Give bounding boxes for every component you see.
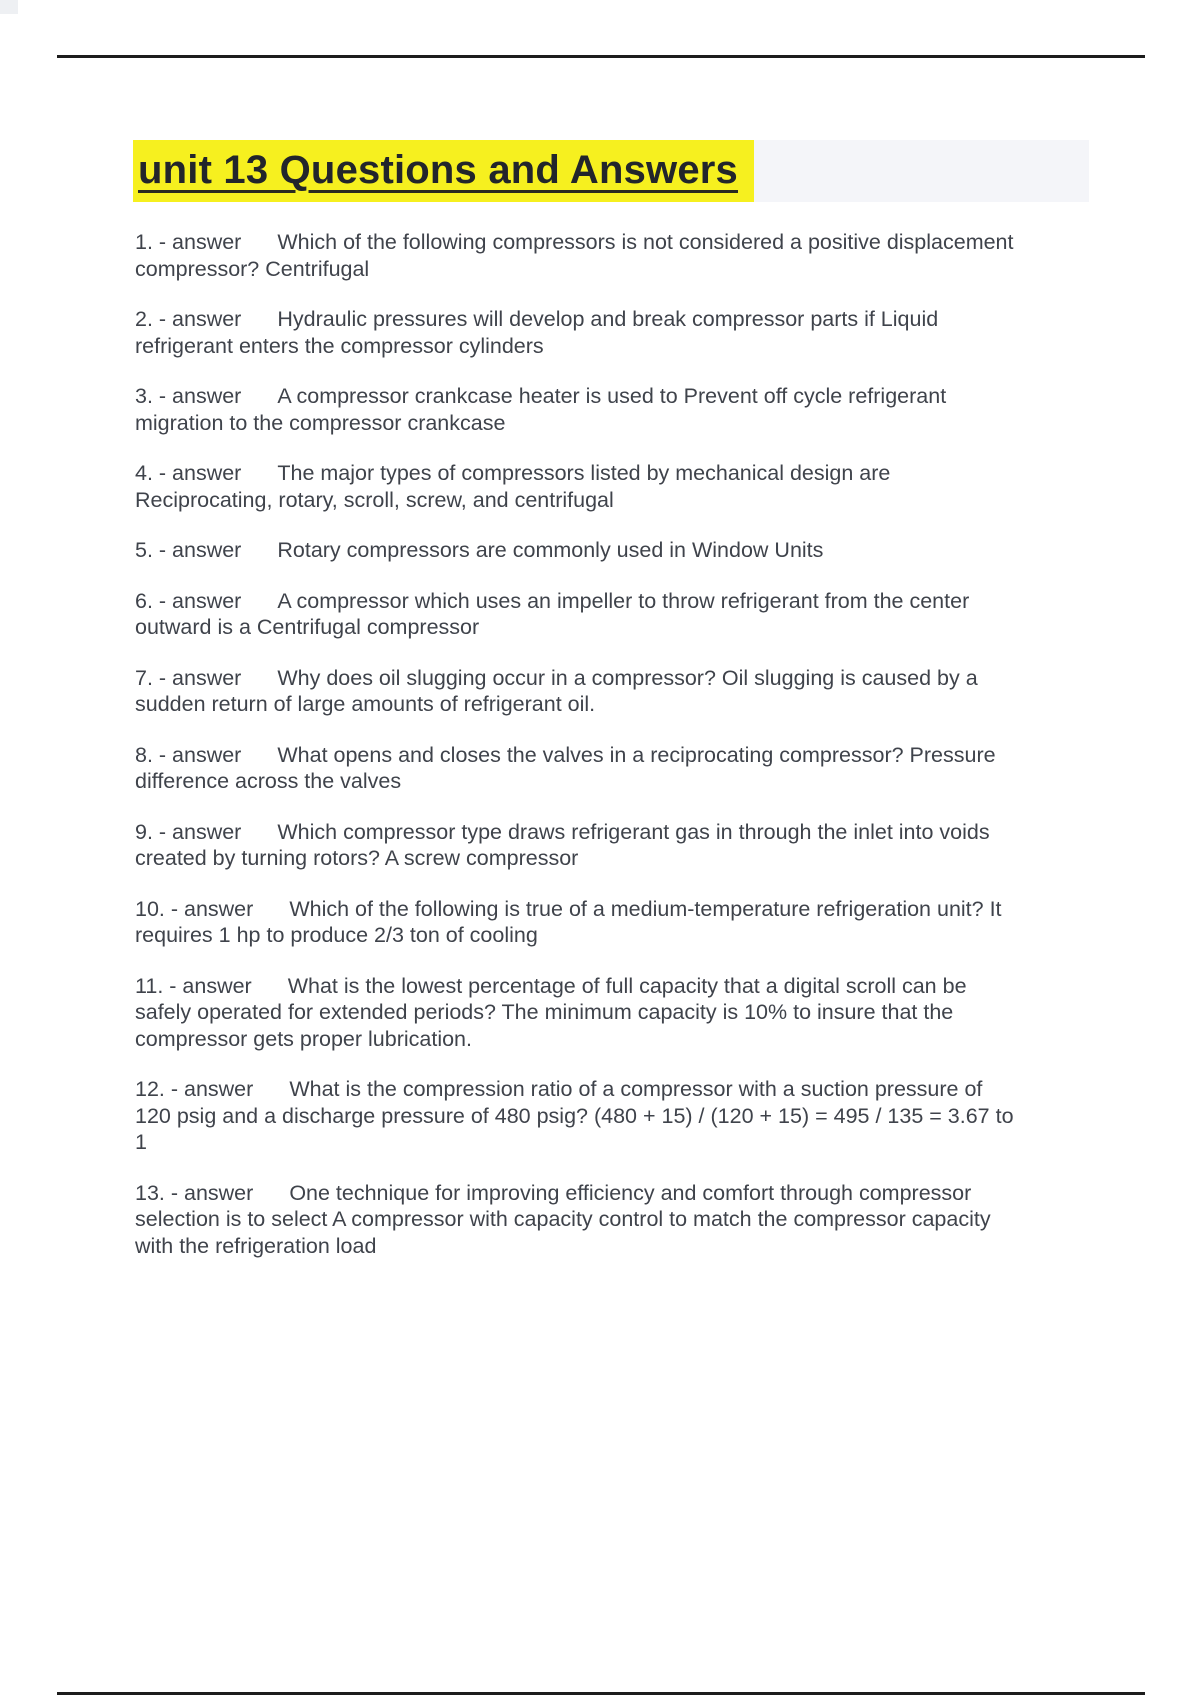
prefix-gap [241,556,277,557]
qa-text: One technique for improving efficiency and comfort through compressor selection is to select A compressor with capacity control to match the compressor capacity with the refrigeration load [135,1180,991,1258]
qa-prefix: 8. - answer [135,742,242,767]
qa-text: Which of the following is true of a medium-temperature refrigeration unit? It requires 1 hp to produce 2/3 ton of cooling [135,896,1002,947]
prefix-gap [241,607,277,608]
qa-text: Which compressor type draws refrigerant gas in through the inlet into voids created by turning rotors? A screw compressor [135,819,990,870]
qa-item-6 [135,588,1015,641]
prefix-gap [241,248,277,249]
qa-text: A compressor crankcase heater is used to Prevent off cycle refrigerant migration to the compressor crankcase [135,384,947,435]
prefix-gap [253,1199,289,1200]
prefix-gap [241,479,277,480]
qa-prefix: 11. - answer [135,973,252,998]
qa-item-7 [135,665,1015,718]
qa-prefix: 13. - answer [135,1180,254,1205]
qa-prefix: 7. - answer [135,665,242,690]
qa-text: Hydraulic pressures will develop and break compressor parts if Liquid refrigerant enters the compressor cylinders [135,307,939,358]
qa-text: Rotary compressors are commonly used in Window Units [277,538,824,562]
qa-text: The major types of compressors listed by mechanical design are Reciprocating, rotary, scroll, screw, and centrifugal [135,461,891,512]
qa-text: A compressor which uses an impeller to throw refrigerant from the center outward is a Centrifugal compressor [135,588,970,639]
prefix-gap [241,402,277,403]
corner-smudge [0,0,18,14]
prefix-gap [241,325,277,326]
qa-text: Which of the following compressors is not considered a positive displacement compressor? Centrifugal [135,230,1014,281]
qa-text: Why does oil slugging occur in a compressor? Oil slugging is caused by a sudden return of large amounts of refrigerant oil. [135,665,978,716]
qa-prefix: 10. - answer [135,896,254,921]
qa-item-8 [135,742,1015,795]
qa-item-9 [135,819,1015,872]
qa-prefix: 4. - answer [135,461,242,485]
prefix-gap [253,1095,289,1096]
qa-text: What is the lowest percentage of full capacity that a digital scroll can be safely operated for extended periods? The minimum capacity is 10% to insure that the compressor gets proper lubrication. [135,973,967,1051]
qa-item-13 [135,1180,1015,1260]
prefix-gap [252,992,288,993]
page-title: unit 13 Questions and Answers [138,148,738,192]
title-highlight [133,140,754,202]
prefix-gap [241,761,277,762]
qa-list [135,229,1015,1283]
qa-item-4 [135,460,1015,513]
qa-item-12 [135,1076,1015,1156]
qa-prefix: 3. - answer [135,384,242,408]
qa-prefix: 2. - answer [135,307,242,331]
qa-text: What is the compression ratio of a compressor with a suction pressure of 120 psig and a discharge pressure of 480 psig? (480 + 15) / (120 + 15) = 495 / 135 = 3.67 to 1 [135,1077,1014,1154]
qa-item-11 [135,973,1015,1053]
prefix-gap [253,915,289,916]
qa-item-5 [135,537,1015,564]
prefix-gap [241,684,277,685]
top-horizontal-rule [57,55,1145,58]
qa-prefix: 9. - answer [135,819,242,844]
bottom-horizontal-rule [57,1692,1145,1695]
qa-prefix: 5. - answer [135,538,242,562]
qa-item-1 [135,229,1015,282]
qa-item-10 [135,896,1015,949]
prefix-gap [241,838,277,839]
title-band [133,140,1089,202]
qa-item-3 [135,383,1015,436]
qa-text: What opens and closes the valves in a reciprocating compressor? Pressure difference across the valves [135,742,996,793]
qa-item-2 [135,306,1015,359]
qa-prefix: 6. - answer [135,588,242,613]
qa-prefix: 12. - answer [135,1077,254,1101]
qa-prefix: 1. - answer [135,230,242,254]
